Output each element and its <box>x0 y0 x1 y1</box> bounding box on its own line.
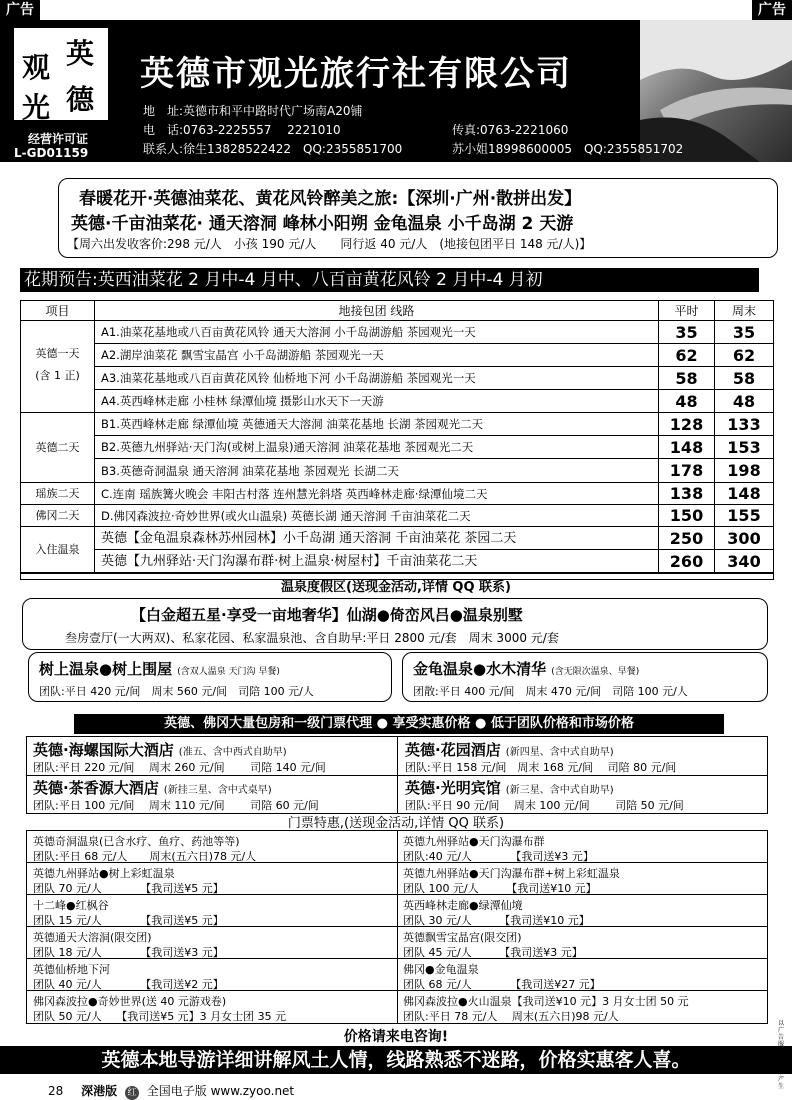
ticket-item <box>27 959 397 991</box>
weekend-price: 340 <box>715 550 773 573</box>
ticket-item <box>27 863 397 895</box>
weekend-price: 155 <box>715 505 773 527</box>
contact-2: 苏小姐18998600005 QQ:2355851702 <box>452 142 684 156</box>
hotel-grid <box>26 736 768 814</box>
route-row: D.佛冈森波拉·奇妙世界(或火山温泉) 英德长湖 通天溶洞 千亩油菜花二天 <box>95 505 659 527</box>
ticket-price: 团队:平日 68 元/人 周末(五六日)78 元/人 <box>33 850 257 863</box>
col-header-weekday: 平时 <box>659 301 715 321</box>
group-name: 英德一天 <box>35 347 80 360</box>
weekday-price: 250 <box>659 527 715 550</box>
luxury-spa-title: 【白金超五星·享受一亩地奢华】仙湖●倚峦风吕●温泉别墅 <box>131 606 523 624</box>
group-cell: 英德二天 <box>21 413 95 483</box>
ticket-price: 团队 50 元/人 【我司送¥5 元】3 月女士团 35 元 <box>33 1010 287 1023</box>
spa-right-note: (含无限次温泉、早餐) <box>551 667 640 677</box>
promo-route: 英德·千亩油菜花· 通天溶洞 峰林小阳朔 金龟温泉 小千岛湖 2 天游 <box>71 214 574 234</box>
spa-right-price: 团散:平日 400 元/间 周末 470 元/间 司陪 100 元/人 <box>413 685 688 698</box>
route-row: B1.英西峰林走廊 绿潭仙境 英德通天大溶洞 油菜花基地 长湖 茶园观光二天 <box>95 413 659 436</box>
slogan-band: 英德本地导游详细讲解风土人情，线路熟悉不迷路，价格实惠客人喜。 <box>0 1046 792 1074</box>
company-name: 英德市观光旅行社有限公司 <box>140 54 572 94</box>
ticket-name: 英德通天大溶洞(限交团) <box>33 931 152 944</box>
hotel-name: 英德·海螺国际大酒店 <box>33 741 174 759</box>
ticket-price: 团队 18 元/人 【我司送¥3 元】 <box>33 946 224 959</box>
ticket-price: 团队 70 元/人 【我司送¥5 元】 <box>33 882 224 895</box>
company-fax: 传真:0763-2221060 <box>452 123 569 137</box>
ticket-price: 团队 100 元/人 【我司送¥10 元】 <box>403 882 597 895</box>
route-row: 英德【金龟温泉森林苏州园林】小千岛湖 通天溶洞 千亩油菜花 茶园二天 <box>95 527 659 550</box>
ticket-item <box>397 863 767 895</box>
ad-tag-right: 广告 <box>752 0 792 20</box>
promo-price: 【周六出发收客价:298 元/人 小孩 190 元/人 同行返 40 元/人 (地接包团平日 148 元/人)】 <box>67 237 592 251</box>
ticket-name: 佛冈森波拉●火山温泉【我司送¥10 元】3 月女士团 50 元 <box>403 995 689 1008</box>
group-cell: 入住温泉 <box>21 527 95 573</box>
hotel-agency-band: 英德、佛冈大量包房和一级门票代理 ● 享受实惠价格 ● 低于团队价格和市场价格 <box>74 714 724 734</box>
site-link[interactable]: 全国电子版 www.zyoo.net <box>146 1084 295 1098</box>
weekend-price: 300 <box>715 527 773 550</box>
promo-title: 春暖花开·英德油菜花、黄花风铃醉美之旅:【深圳·广州·散拼出发】 <box>79 189 582 209</box>
weekday-price: 58 <box>659 367 715 390</box>
route-row: 英德【九州驿站·天门沟瀑布群·树上温泉·树屋村】千亩油菜花二天 <box>95 550 659 573</box>
spa-left-note: (含双人温泉 天门沟 早餐) <box>177 667 280 677</box>
ticket-price: 团队:平日 78 元/人 周末(五六日)98 元/人 <box>403 1010 619 1023</box>
route-row: C.连南 瑶族篝火晚会 丰阳古村落 连州慧光斜塔 英西峰林走廊·绿潭仙境二天 <box>95 483 659 505</box>
hotel-price: 团队:平日 158 元/间 周末 168 元/间 司陪 80 元/间 <box>405 761 677 774</box>
tickets-title: 门票特惠,(送现金活动,详情 QQ 联系) <box>287 816 505 831</box>
ticket-price: 团队 15 元/人 【我司送¥5 元】 <box>33 914 224 927</box>
luxury-spa-box <box>22 598 768 650</box>
ticket-name: 佛冈森波拉●奇妙世界(送 40 元游戏卷) <box>33 995 227 1008</box>
spa-title: 温泉度假区(送现金活动,详情 QQ 联系) <box>281 580 511 595</box>
weekday-price: 178 <box>659 459 715 483</box>
col-header-weekend: 周末 <box>715 301 773 321</box>
weekday-price: 138 <box>659 483 715 505</box>
hotel-name: 英德·光明宾馆 <box>405 779 501 797</box>
group-cell <box>21 321 95 413</box>
license-number: L-GD01159 <box>14 146 89 160</box>
spa-box-left <box>28 652 392 702</box>
ticket-item <box>27 927 397 959</box>
weekday-price: 260 <box>659 550 715 573</box>
ticket-price: 团队 68 元/人 【我司送¥27 元】 <box>403 978 601 991</box>
weekend-price: 62 <box>715 344 773 367</box>
ticket-item <box>27 895 397 927</box>
hotel-name: 英德·茶香源大酒店 <box>33 779 159 797</box>
company-phone: 电 话:0763-2225557 2221010 <box>143 123 341 137</box>
weekend-price: 148 <box>715 483 773 505</box>
edition-badge: 红 <box>125 1086 139 1100</box>
route-row: A4.英西峰林走廊 小桂林 绿潭仙境 摄影山水天下一天游 <box>95 390 659 413</box>
consult-note: 价格请来电咨询! <box>343 1029 449 1045</box>
hotel-name: 英德·花园酒店 <box>405 741 501 759</box>
ticket-name: 十二峰●红枫谷 <box>33 899 109 912</box>
ticket-price: 团队 45 元/人 【我司送¥3 元】 <box>403 946 583 959</box>
company-logo <box>14 28 108 124</box>
ticket-name: 英德仙桥地下河 <box>33 963 110 976</box>
ticket-item <box>397 831 767 863</box>
company-header <box>0 20 792 162</box>
company-address: 地 址:英德市和平中路时代广场南A20铺 <box>143 104 363 118</box>
ticket-price: 团队 40 元/人 【我司送¥2 元】 <box>33 978 224 991</box>
ticket-name: 佛冈●金龟温泉 <box>403 963 479 976</box>
group-cell: 瑶族二天 <box>21 483 95 505</box>
edition-label: 深港版 <box>81 1084 118 1098</box>
ticket-name: 英西峰林走廊●绿潭仙境 <box>403 899 523 912</box>
route-table <box>20 300 774 580</box>
route-row: A3.油菜花基地或八百亩黄花风铃 仙桥地下河 小千岛湖游船 茶园观光一天 <box>95 367 659 390</box>
logo-char: 光 <box>22 91 51 124</box>
group-cell: 佛冈二天 <box>21 505 95 527</box>
license-label: 经营许可证 <box>28 132 89 146</box>
ticket-price: 团队:40 元/人 【我司送¥3 元】 <box>403 850 594 863</box>
route-row: A1.油菜花基地或八百亩黄花风铃 通天大溶洞 小千岛湖游船 茶园观光一天 <box>95 321 659 344</box>
hotel-note: (准五、含中西式自助早) <box>178 747 287 758</box>
hotel-note: (新四星、含中式自助早) <box>505 747 614 758</box>
weekend-price: 35 <box>715 321 773 344</box>
ticket-item <box>397 927 767 959</box>
route-row: A2.湖岸油菜花 飘雪宝晶宫 小千岛湖游船 茶园观光一天 <box>95 344 659 367</box>
weekend-price: 133 <box>715 413 773 436</box>
weekday-price: 35 <box>659 321 715 344</box>
hotel-item <box>33 739 287 760</box>
weekend-price: 58 <box>715 367 773 390</box>
ticket-name: 英德飘雪宝晶宫(限交团) <box>403 931 522 944</box>
hotel-note: (新挂三星、含中式桌早) <box>163 785 272 796</box>
group-sub: (含 1 正) <box>35 369 80 382</box>
luxury-spa-desc: 叁房壹厅(一大两双)、私家花园、私家温泉池、含自助早:平日 2800 元/套 周末 3000 元/套 <box>65 631 559 645</box>
ticket-item <box>397 991 767 1023</box>
hotel-note: (新三星、含中式自助早) <box>505 785 614 796</box>
ticket-price: 团队 30 元/人 【我司送¥10 元】 <box>403 914 590 927</box>
hotel-price: 团队:平日 220 元/间 周末 260 元/间 司陪 140 元/间 <box>33 761 326 774</box>
weekday-price: 150 <box>659 505 715 527</box>
hotel-item <box>405 777 614 798</box>
weekday-price: 148 <box>659 436 715 459</box>
logo-char: 英 <box>66 37 95 70</box>
weekday-price: 62 <box>659 344 715 367</box>
contact-1: 联系人:徐生13828522422 QQ:2355851700 <box>143 142 403 156</box>
promo-box <box>58 178 778 258</box>
ticket-name: 英德奇洞温泉(已含水疗、鱼疗、药池等等) <box>33 835 240 848</box>
col-header-route: 地接包团 线路 <box>95 301 659 321</box>
weekday-price: 48 <box>659 390 715 413</box>
col-header-item: 项目 <box>21 301 95 321</box>
ticket-item <box>27 831 397 863</box>
ticket-item <box>397 895 767 927</box>
hotel-price: 团队:平日 100 元/间 周末 110 元/间 司陪 60 元/间 <box>33 799 319 812</box>
spa-box-right <box>402 652 768 702</box>
ticket-name: 英德九州驿站●天门沟瀑布群+树上彩虹温泉 <box>403 867 620 880</box>
spa-left-price: 团队:平日 420 元/间 周末 560 元/间 司陪 100 元/人 <box>39 685 314 698</box>
logo-char: 观 <box>22 51 51 84</box>
weekend-price: 198 <box>715 459 773 483</box>
ticket-item <box>27 991 397 1023</box>
ticket-name: 英德九州驿站●天门沟瀑布群 <box>403 835 545 848</box>
page-footer <box>48 1082 294 1100</box>
hotel-item <box>405 739 614 760</box>
ticket-name: 英德九州驿站●树上彩虹温泉 <box>33 867 175 880</box>
page-number: 28 <box>48 1084 64 1098</box>
hotel-item <box>33 777 272 798</box>
weekend-price: 48 <box>715 390 773 413</box>
logo-char: 德 <box>66 83 95 116</box>
ad-tag-left: 广告 <box>0 0 40 20</box>
side-note: 以广告服务者为准产生 <box>778 1020 785 1090</box>
spa-left-title: 树上温泉●树上围屋 <box>39 660 173 678</box>
ticket-item <box>397 959 767 991</box>
flower-forecast: 花期预告:英西油菜花 2 月中-4 月中、八百亩黄花风铃 2 月中-4 月初 <box>20 268 759 292</box>
spa-right-title: 金龟温泉●水木清华 <box>413 660 547 678</box>
weekend-price: 153 <box>715 436 773 459</box>
route-row: B2.英德九州驿站·天门沟(或树上温泉)通天溶洞 油菜花基地 茶园观光二天 <box>95 436 659 459</box>
tickets-grid <box>26 830 768 1024</box>
hotel-price: 团队:平日 90 元/间 周末 100 元/间 司陪 50 元/间 <box>405 799 684 812</box>
weekday-price: 128 <box>659 413 715 436</box>
route-row: B3.英德奇洞温泉 通天溶洞 油菜花基地 茶园观光 长湖二天 <box>95 459 659 483</box>
